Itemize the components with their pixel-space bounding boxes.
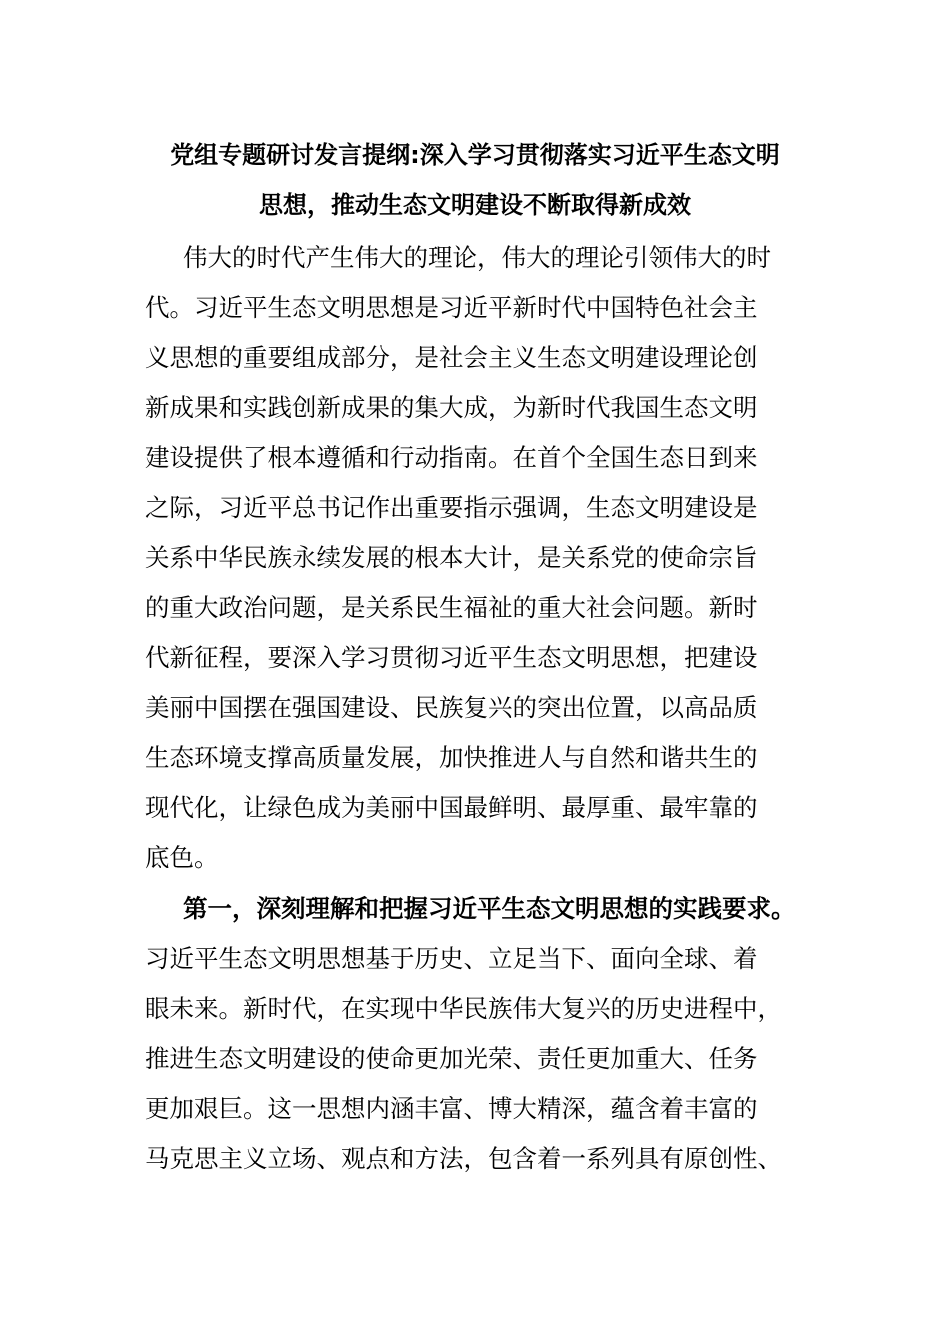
text-line: 代。习近平生态文明思想是习近平新时代中国特色社会主 [145,293,758,322]
text-line: 推进生态文明建设的使命更加光荣、责任更加重大、任务 [145,1044,758,1073]
text-line: 美丽中国摆在强国建设、民族复兴的突出位置，以高品质 [145,693,758,722]
text-line: 代新征程，要深入学习贯彻习近平生态文明思想，把建设 [145,643,758,672]
text-line: 马克思主义立场、观点和方法，包含着一系列具有原创性、 [145,1144,782,1173]
text-line: 建设提供了根本遵循和行动指南。在首个全国生态日到来 [145,443,758,472]
text-line: 更加艰巨。这一思想内涵丰富、博大精深，蕴含着丰富的 [145,1094,758,1123]
text-line: 习近平生态文明思想基于历史、立足当下、面向全球、着 [145,944,758,973]
text-line: 生态环境支撑高质量发展，加快推进人与自然和谐共生的 [145,743,758,772]
text-line: 的重大政治问题，是关系民生福祉的重大社会问题。新时 [145,593,758,622]
section-1-heading: 第一，深刻理解和把握习近平生态文明思想的实践要求。 [183,894,796,923]
text-line: 眼未来。新时代，在实现中华民族伟大复兴的历史进程中， [145,994,782,1023]
text-line: 底色。 [145,843,219,872]
text-line: 关系中华民族永续发展的根本大计，是关系党的使命宗旨 [145,543,758,572]
text-line: 现代化，让绿色成为美丽中国最鲜明、最厚重、最牢靠的 [145,793,758,822]
document-title-line-1: 党组专题研讨发言提纲:深入学习贯彻落实习近平生态文明 [170,141,780,169]
text-line: 义思想的重要组成部分，是社会主义生态文明建设理论创 [145,343,758,372]
document-title-line-2: 思想，推动生态文明建设不断取得新成效 [259,191,691,219]
text-line: 伟大的时代产生伟大的理论，伟大的理论引领伟大的时 [183,243,771,272]
text-line: 新成果和实践创新成果的集大成，为新时代我国生态文明 [145,393,758,422]
text-line: 之际，习近平总书记作出重要指示强调，生态文明建设是 [145,493,758,522]
